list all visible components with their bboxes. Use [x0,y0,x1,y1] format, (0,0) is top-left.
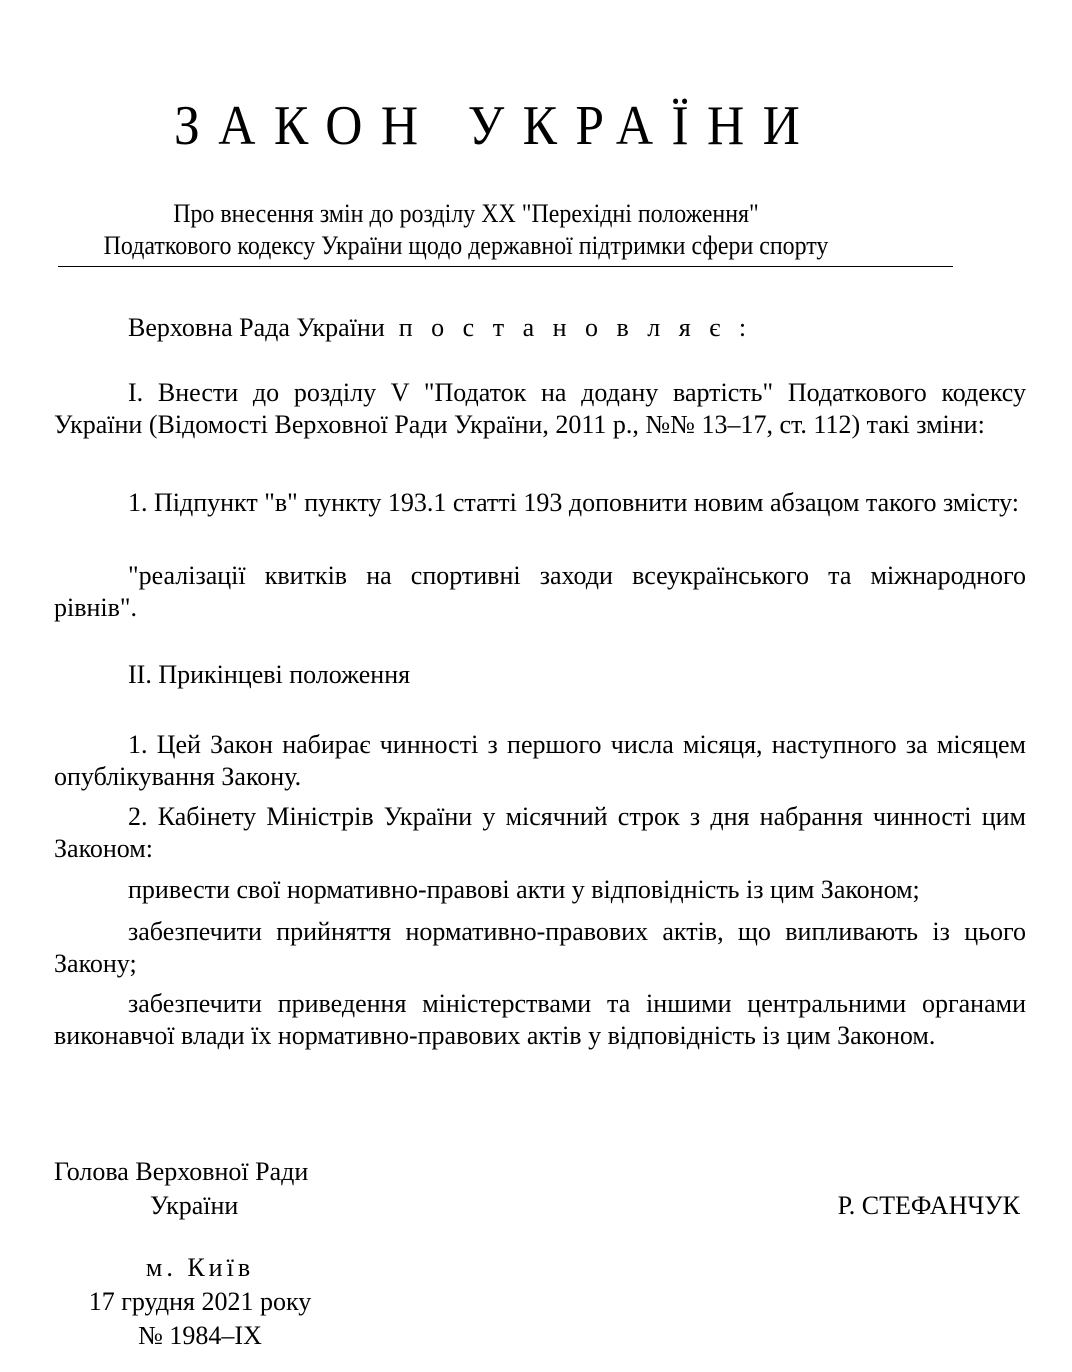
section-2-item-1: 1. Цей Закон набирає чинності з першого числа місяця, наступного за місяцем опублікування Закону. [54,730,1026,791]
signatory-position-line-2: України [150,1191,239,1220]
section-2-sub-1-block [54,874,1026,906]
section-2-sub-2-block [54,916,1026,980]
section-1-quote: "реалізації квитків на спортивні заходи всеукраїнського та міжнародного рівнів". [54,561,1026,622]
section-1-quote-block [54,560,1026,624]
section-2-sub-1: привести свої нормативно-правові акти у відповідність із цим Законом; [128,875,920,904]
section-2-heading-block [54,659,1026,691]
place-and-date [60,1251,340,1353]
city: м. Київ [145,1253,255,1282]
law-number: № 1984–IX [138,1321,262,1350]
preamble [128,312,752,344]
law-subject-line-2: Податкового кодексу України щодо державної підтримки сфери спорту [103,231,829,260]
section-2-sub-2: забезпечити прийняття нормативно-правових актів, що випливають із цього Закону; [54,917,1026,978]
section-1-item-1: 1. Підпункт "в" пункту 193.1 статті 193 доповнити новим абзацом такого змісту: [128,488,1019,517]
adoption-date: 17 грудня 2021 року [88,1287,312,1316]
section-2-sub-3-block [54,988,1026,1052]
subject-underline [58,266,953,267]
law-title: ЗАКОН УКРАЇНИ [174,95,819,157]
section-2-item-2: 2. Кабінету Міністрів України у місячний строк з дня набрання чинності цим Законом: [54,802,1026,863]
preamble-verb: п о с т а н о в л я є : [398,313,753,342]
section-1-intro: I. Внести до розділу V "Податок на додану вартість" Податкового кодексу України (Відомості Верховної Ради України, 2011 р., №№ 13–17, ст. 112) такі зміни: [54,378,1026,439]
law-subject [52,198,880,262]
law-subject-line-1: Про внесення змін до розділу XX "Перехідні положення" [173,199,759,228]
section-1-intro-block [54,377,1026,441]
section-2-item-1-block [54,729,1026,793]
signatory-position [54,1155,308,1223]
section-2-item-2-block [54,801,1026,865]
signatory-name: Р. СТЕФАНЧУК [837,1191,1020,1220]
section-2-sub-3: забезпечити приведення міністерствами та іншими центральними органами виконавчої влади їх нормативно-правових актів у відповідність із цим Законом. [54,989,1026,1050]
signatory-position-line-1: Голова Верховної Ради [54,1157,309,1186]
preamble-body: Верховна Рада України [128,313,385,342]
section-1-item-1-block [54,487,1026,519]
section-2-heading: II. Прикінцеві положення [128,660,411,689]
